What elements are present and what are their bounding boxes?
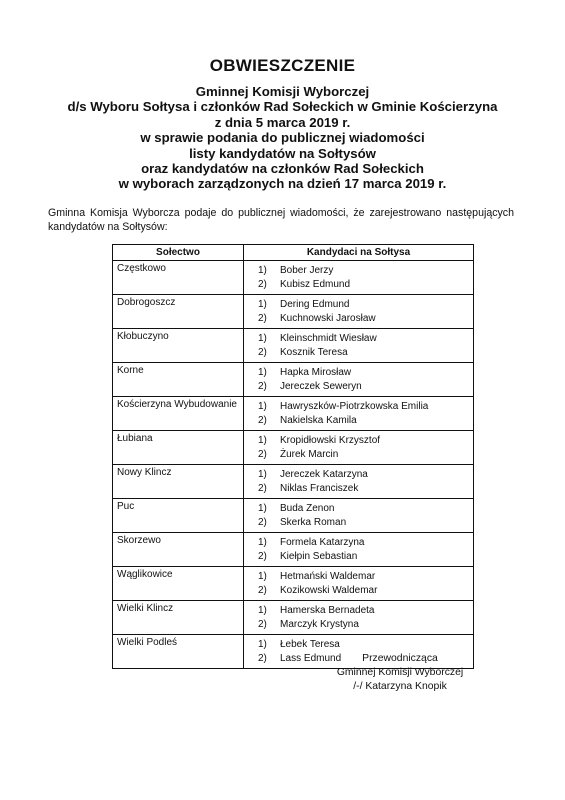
- candidate-name: Kozikowski Waldemar: [280, 585, 378, 596]
- candidate-item: [258, 638, 473, 652]
- candidate-number: 1): [258, 333, 267, 344]
- signature-block: [320, 652, 480, 695]
- candidate-number: 1): [258, 401, 267, 412]
- candidate-number: 2): [258, 483, 267, 494]
- table-body: [113, 261, 474, 669]
- table-row: [113, 601, 474, 635]
- candidate-number: 2): [258, 585, 267, 596]
- village-name: Łubiana: [113, 431, 244, 465]
- candidate-name: Formela Katarzyna: [280, 537, 365, 548]
- candidate-item: [258, 570, 473, 584]
- candidate-name: Nakielska Kamila: [280, 415, 357, 426]
- candidates-table: [112, 244, 474, 669]
- table-row: [113, 261, 474, 295]
- candidate-name: Hamerska Bernadeta: [280, 605, 375, 616]
- village-name: Częstkowo: [113, 261, 244, 295]
- candidate-name: Marczyk Krystyna: [280, 619, 359, 630]
- document-title: OBWIESZCZENIE: [209, 56, 356, 75]
- subtitle-line: w wyborach zarządzonych na dzień 17 marca 2019 r.: [118, 176, 447, 192]
- candidate-item: [258, 604, 473, 618]
- candidate-number: 1): [258, 299, 267, 310]
- candidate-name: Kiełpin Sebastian: [280, 551, 358, 562]
- subtitle-line: z dnia 5 marca 2019 r.: [214, 114, 351, 130]
- candidate-name: Łebek Teresa: [280, 639, 340, 650]
- candidate-list: [244, 431, 474, 465]
- candidate-list: [244, 567, 474, 601]
- candidate-list: [244, 533, 474, 567]
- village-name: Kłobuczyno: [113, 329, 244, 363]
- candidate-item: [258, 434, 473, 448]
- candidate-list: [244, 397, 474, 431]
- candidate-item: [258, 298, 473, 312]
- signature-role: Przewodnicząca: [362, 653, 438, 664]
- candidate-name: Hapka Mirosław: [280, 367, 352, 378]
- candidate-name: Buda Zenon: [280, 503, 335, 514]
- candidate-number: 1): [258, 639, 267, 650]
- candidate-number: 1): [258, 435, 267, 446]
- candidate-name: Jereczek Katarzyna: [280, 469, 368, 480]
- signature-name: /-/ Katarzyna Knopik: [353, 681, 447, 693]
- candidate-number: 2): [258, 347, 267, 358]
- table-header-row: [113, 245, 474, 261]
- table-row: [113, 329, 474, 363]
- candidate-item: [258, 264, 473, 278]
- candidate-list: [244, 499, 474, 533]
- candidate-list: [244, 295, 474, 329]
- candidate-name: Kropidłowski Krzysztof: [280, 435, 381, 446]
- candidate-item: [258, 380, 473, 394]
- candidate-name: Kubisz Edmund: [280, 279, 351, 290]
- candidate-name: Bober Jerzy: [280, 265, 334, 276]
- candidate-number: 2): [258, 517, 267, 528]
- table-row: [113, 431, 474, 465]
- candidate-number: 1): [258, 571, 267, 582]
- village-name: Nowy Klincz: [113, 465, 244, 499]
- candidate-name: Kuchnowski Jarosław: [280, 313, 376, 324]
- candidate-name: Hetmański Waldemar: [280, 571, 376, 582]
- candidate-number: 1): [258, 605, 267, 616]
- table-row: [113, 363, 474, 397]
- candidate-number: 2): [258, 551, 267, 562]
- candidate-list: [244, 601, 474, 635]
- candidate-item: [258, 550, 473, 564]
- candidate-item: [258, 584, 473, 598]
- village-name: Wielki Podleś: [113, 635, 244, 669]
- candidate-item: [258, 516, 473, 530]
- candidate-item: [258, 468, 473, 482]
- table-row: [113, 567, 474, 601]
- candidate-item: [258, 448, 473, 462]
- candidate-number: 1): [258, 265, 267, 276]
- candidate-name: Dering Edmund: [280, 299, 350, 310]
- candidate-number: 2): [258, 653, 267, 664]
- village-name: Korne: [113, 363, 244, 397]
- table-row: [113, 295, 474, 329]
- candidate-number: 1): [258, 537, 267, 548]
- candidate-item: [258, 312, 473, 326]
- subtitle-line: Gminnej Komisji Wyborczej: [195, 84, 370, 99]
- candidate-item: [258, 482, 473, 496]
- subtitle-line: w sprawie podania do publicznej wiadomości: [140, 130, 425, 146]
- candidate-item: [258, 332, 473, 346]
- intro-paragraph: Gminna Komisja Wyborcza podaje do publicznej wiadomości, że zarejestrowano następujących kandydatów na Sołtysów:: [48, 207, 514, 233]
- subtitle-line: listy kandydatów na Sołtysów: [189, 145, 376, 161]
- candidate-number: 2): [258, 619, 267, 630]
- candidate-list: [244, 261, 474, 295]
- candidate-name: Niklas Franciszek: [280, 483, 359, 494]
- candidate-name: Żurek Marcin: [280, 449, 339, 460]
- candidate-item: [258, 618, 473, 632]
- village-name: Wielki Klincz: [113, 601, 244, 635]
- candidate-number: 1): [258, 503, 267, 514]
- candidate-number: 2): [258, 279, 267, 290]
- village-name: Kościerzyna Wybudowanie: [113, 397, 244, 431]
- candidate-item: [258, 346, 473, 360]
- subtitle-line: d/s Wyboru Sołtysa i członków Rad Sołeckich w Gminie Kościerzyna: [67, 99, 498, 115]
- candidate-name: Skerka Roman: [280, 517, 347, 528]
- candidate-item: [258, 502, 473, 516]
- table-row: [113, 397, 474, 431]
- table-row: [113, 499, 474, 533]
- header-candidates: Kandydaci na Sołtysa: [244, 245, 474, 261]
- signature-body: Gminnej Komisji Wyborczej: [336, 667, 464, 679]
- candidate-number: 1): [258, 367, 267, 378]
- village-name: Puc: [113, 499, 244, 533]
- candidate-number: 2): [258, 381, 267, 392]
- header-village: Sołectwo: [113, 245, 244, 261]
- candidate-item: [258, 400, 473, 414]
- village-name: Wąglikowice: [113, 567, 244, 601]
- candidate-name: Kleinschmidt Wiesław: [280, 333, 377, 344]
- village-name: Skorzewo: [113, 533, 244, 567]
- candidate-item: [258, 366, 473, 380]
- candidate-name: Jereczek Seweryn: [280, 381, 362, 392]
- subtitle-line: oraz kandydatów na członków Rad Sołeckich: [141, 161, 424, 177]
- candidate-number: 2): [258, 449, 267, 460]
- candidate-list: [244, 465, 474, 499]
- candidate-name: Hawryszków-Piotrzkowska Emilia: [280, 401, 429, 412]
- table-row: [113, 465, 474, 499]
- candidate-number: 1): [258, 469, 267, 480]
- candidate-list: [244, 329, 474, 363]
- table-row: [113, 533, 474, 567]
- candidate-number: 2): [258, 415, 267, 426]
- candidate-name: Lass Edmund: [280, 653, 342, 664]
- candidate-name: Kosznik Teresa: [280, 347, 348, 358]
- document-subtitle: [0, 84, 565, 192]
- candidate-list: [244, 363, 474, 397]
- candidate-number: 2): [258, 313, 267, 324]
- candidate-item: [258, 414, 473, 428]
- village-name: Dobrogoszcz: [113, 295, 244, 329]
- candidate-item: [258, 536, 473, 550]
- candidate-item: [258, 278, 473, 292]
